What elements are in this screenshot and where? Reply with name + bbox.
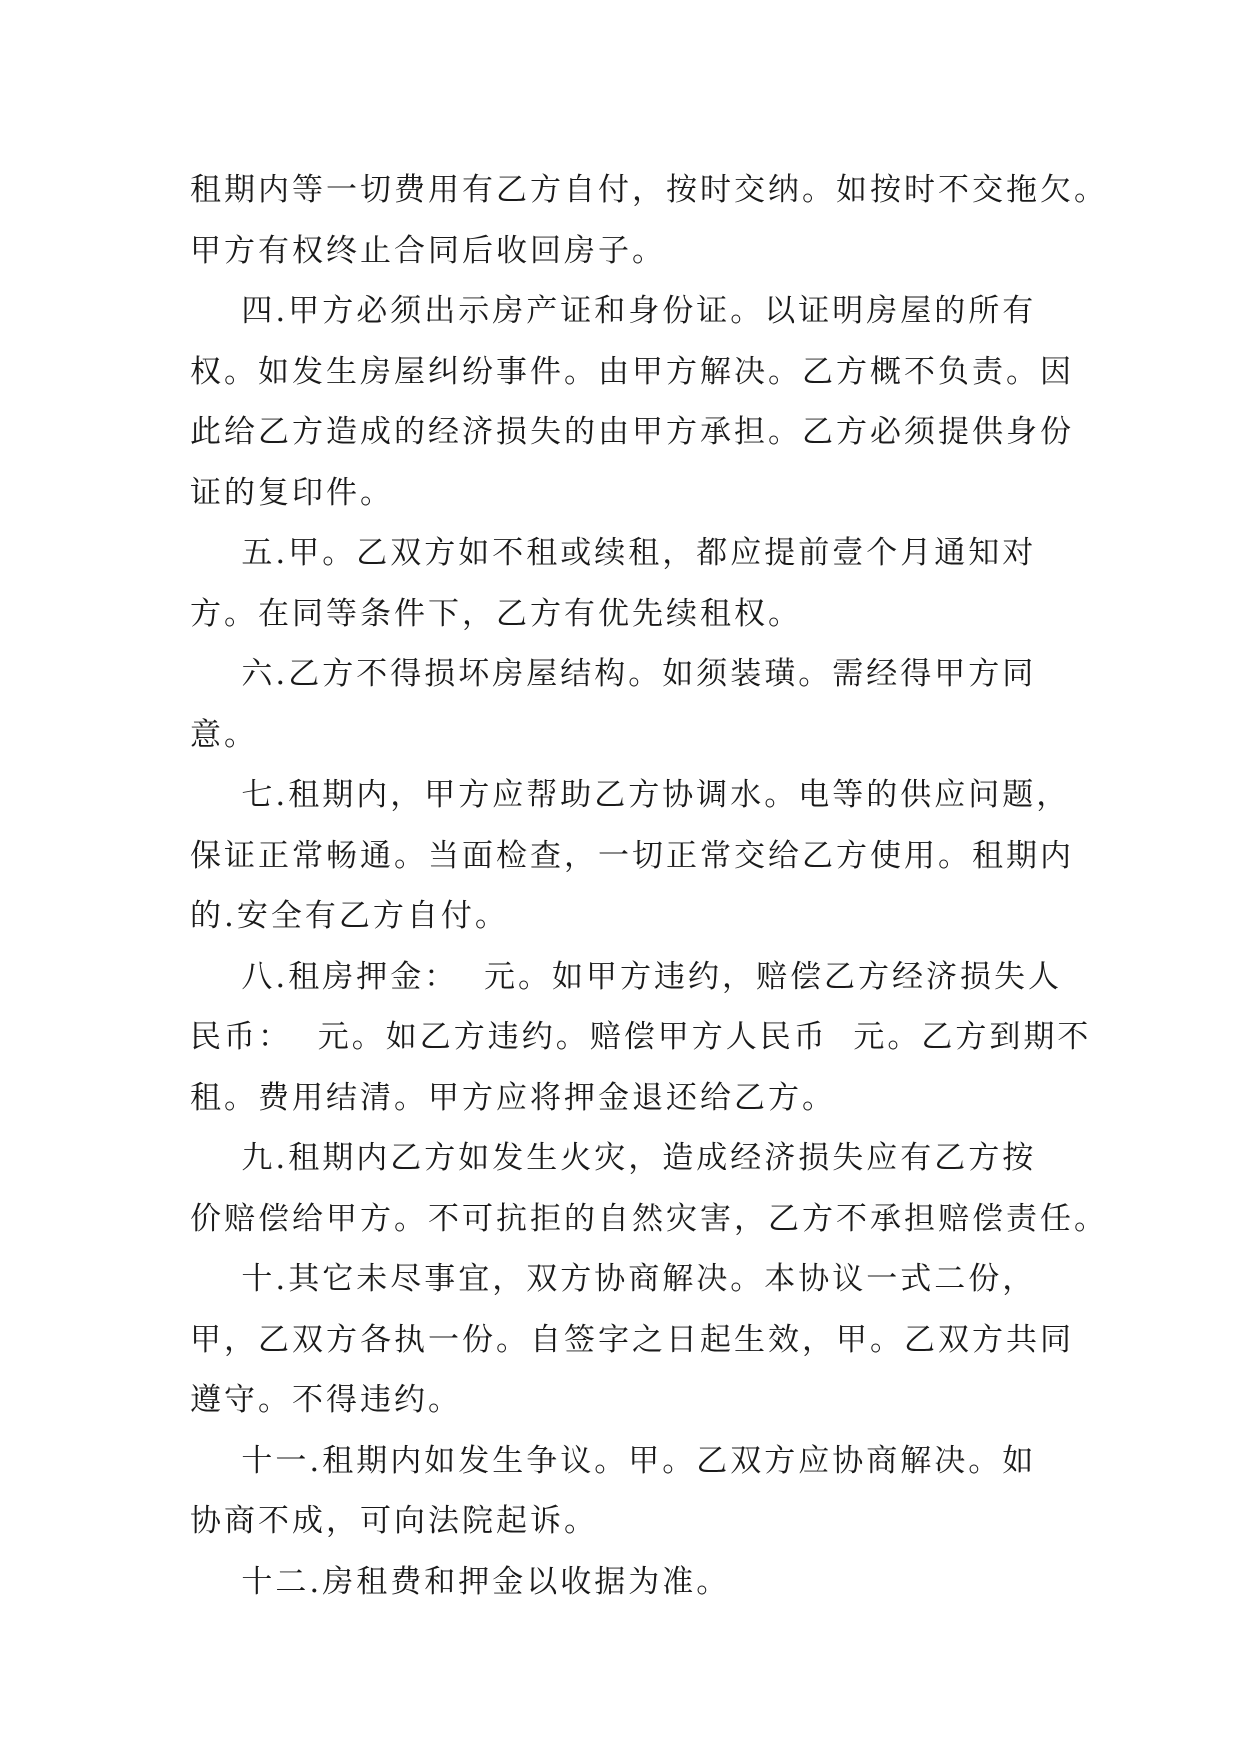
document-body: [190, 160, 1108, 1612]
text-line: 五.甲。乙双方如不租或续租，都应提前壹个月通知对: [190, 535, 1037, 571]
text-line: 九.租期内乙方如发生火灾，造成经济损失应有乙方按: [190, 1140, 1037, 1176]
text-line: 租期内等一切费用有乙方自付，按时交纳。如按时不交拖欠。: [190, 172, 1108, 208]
text-line: 此给乙方造成的经济损失的由甲方承担。乙方必须提供身份: [190, 414, 1074, 450]
text-line: 十一.租期内如发生争议。甲。乙双方应协商解决。如: [190, 1442, 1037, 1479]
text-line: 十.其它未尽事宜，双方协商解决。本协议一式二份，: [190, 1261, 1037, 1297]
text-line: 租。费用结清。甲方应将押金退还给乙方。: [190, 1079, 836, 1116]
text-line: 十二.房租费和押金以收据为准。: [190, 1563, 731, 1600]
text-line: 遵守。不得违约。: [190, 1382, 462, 1418]
text-line: 协商不成，可向法院起诉。: [190, 1503, 598, 1539]
text-line: 的.安全有乙方自付。: [190, 898, 509, 934]
text-line: 意。: [190, 716, 258, 753]
text-line: 八.租房押金： 元。如甲方违约，赔偿乙方经济损失人: [190, 958, 1062, 995]
text-line: 民币： 元。如乙方违约。赔偿甲方人民币 元。乙方到期不: [190, 1019, 1092, 1055]
text-line: 证的复印件。: [190, 474, 394, 511]
text-line: 方。在同等条件下，乙方有优先续租权。: [190, 595, 802, 632]
text-line: 保证正常畅通。当面检查，一切正常交给乙方使用。租期内: [190, 837, 1074, 874]
text-line: 价赔偿给甲方。不可抗拒的自然灾害，乙方不承担赔偿责任。: [190, 1200, 1108, 1237]
text-line: 甲方有权终止合同后收回房子。: [190, 232, 666, 269]
text-line: 七.租期内，甲方应帮助乙方协调水。电等的供应问题，: [190, 777, 1071, 813]
text-line: 四.甲方必须出示房产证和身份证。以证明房屋的所有: [190, 293, 1037, 329]
text-line: 甲，乙双方各执一份。自签字之日起生效，甲。乙双方共同: [190, 1321, 1074, 1358]
text-line: 权。如发生房屋纠纷事件。由甲方解决。乙方概不负责。因: [190, 353, 1074, 390]
text-line: 六.乙方不得损坏房屋结构。如须装璜。需经得甲方同: [190, 656, 1037, 692]
